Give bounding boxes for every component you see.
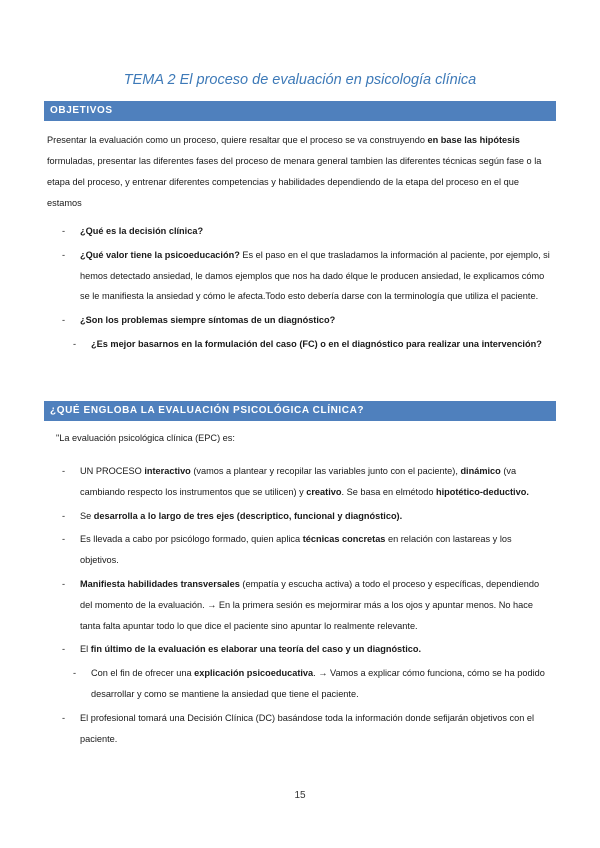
- bullet-dash: -: [73, 338, 77, 349]
- text: . Se basa en elmétodo: [341, 486, 436, 497]
- bold-text: desarrolla a lo largo de tres ejes (descriptico, funcional y diagnóstico).: [93, 510, 403, 521]
- document-title: TEMA 2 El proceso de evaluación en psicología clínica: [123, 72, 477, 88]
- bullet-dash: -: [73, 668, 77, 679]
- engloba-list: [62, 461, 548, 749]
- bullet-dash: -: [62, 315, 66, 326]
- bold-text: fin último de la evaluación es elaborar una teoría del caso y un diagnóstico.: [90, 644, 422, 655]
- text: Es llevada a cabo por psicólogo formado, quien aplica: [80, 534, 303, 545]
- text: El: [80, 644, 91, 655]
- text: . → Vamos a explicar cómo funciona, cómo se ha podido desarrollar y como se mantiene la ansiedad que tiene el paciente.: [91, 668, 545, 699]
- bold-text: creativo: [306, 486, 342, 497]
- bold-text: interactivo: [144, 466, 191, 476]
- list-item: [62, 221, 552, 242]
- bullet-dash: -: [62, 712, 66, 723]
- text: (va cambiando respecto los instrumentos que se utilicen) y: [80, 466, 517, 497]
- list-item: [62, 708, 548, 750]
- bullet-dash: -: [62, 466, 66, 476]
- bold-text: Manifiesta habilidades transversales: [80, 578, 240, 589]
- sub-list-item: [73, 334, 552, 355]
- bold-text: ¿Qué valor tiene la psicoeducación?: [80, 249, 240, 260]
- bold-text: técnicas concretas: [302, 534, 386, 545]
- text: en relación con lastareas y los objetivos.: [80, 534, 512, 566]
- bold-text: ¿Es mejor basarnos en la formulación del caso (FC) o en el diagnóstico para realizar una intervención?: [91, 338, 542, 349]
- bold-text: dinámico: [460, 466, 501, 476]
- list-item: [62, 245, 552, 307]
- bullet-dash: -: [62, 578, 66, 589]
- objetivos-intro: [47, 130, 552, 214]
- list-item: [62, 529, 548, 571]
- text: formuladas, presentar las diferentes fases del proceso de menara general tambien las diferentes técnicas según fase o la etapa del proceso, y entrenar diferentes competencias y habilidades dependiendo de la etapa del proceso en el que estamos: [47, 156, 542, 208]
- bullet-dash: -: [62, 249, 66, 260]
- text: Es el paso en el que trasladamos la información al paciente, por ejemplo, si hemos detectado ansiedad, le damos ejemplos que nos ha dado élque le producen ansiedad, le explicamos cómo se le manifiesta la ansiedad y cómo le afecta.Todo esto debería darse con la terminología que utiliza el paciente.: [80, 249, 550, 302]
- list-item: [62, 310, 552, 331]
- bold-text: ¿Qué es la decisión clínica?: [80, 226, 204, 236]
- bold-text: en base las hipótesis: [427, 135, 520, 145]
- text: Presentar la evaluación como un proceso, quiere resaltar que el proceso se va construyendo: [47, 135, 428, 145]
- bold-text: explicación psicoeducativa: [194, 668, 314, 679]
- engloba-intro: "La evaluación psicológica clínica (EPC) es:: [56, 433, 235, 443]
- text: UN PROCESO: [80, 466, 145, 476]
- objetivos-list: [62, 221, 552, 355]
- bullet-dash: -: [62, 226, 66, 236]
- list-item: [62, 639, 548, 660]
- page-number: 15: [294, 790, 306, 801]
- section-heading-objetivos: OBJETIVOS: [44, 101, 556, 121]
- bullet-dash: -: [62, 534, 66, 545]
- list-item: [62, 461, 548, 503]
- text: (empatía y escucha activa) a todo el proceso y específicas, dependiendo del momento de la evaluación. → En la primera sesión es mejormirar más a los ojos y apuntar menos. No hace tanta falta apuntar todo lo que dice el paciente sino apuntar lo realmente relevante.: [80, 578, 540, 631]
- bold-text: ¿Son los problemas siempre síntomas de un diagnóstico?: [80, 315, 336, 326]
- bold-text: hipotético-deductivo.: [435, 486, 529, 497]
- list-item: [62, 574, 548, 636]
- list-item: [62, 506, 548, 527]
- text: Con el fin de ofrecer una: [91, 668, 195, 679]
- bullet-dash: -: [62, 644, 66, 655]
- text: Se: [80, 510, 94, 521]
- text: (vamos a plantear y recopilar las variables junto con el paciente),: [190, 466, 461, 476]
- section-heading-engloba: ¿QUÉ ENGLOBA LA EVALUACIÓN PSICOLÓGICA CLÍNICA?: [44, 401, 556, 421]
- bullet-dash: -: [62, 510, 66, 521]
- text: El profesional tomará una Decisión Clínica (DC) basándose toda la información donde sefijarán objetivos con el paciente.: [80, 712, 535, 744]
- sub-list-item: [73, 663, 548, 705]
